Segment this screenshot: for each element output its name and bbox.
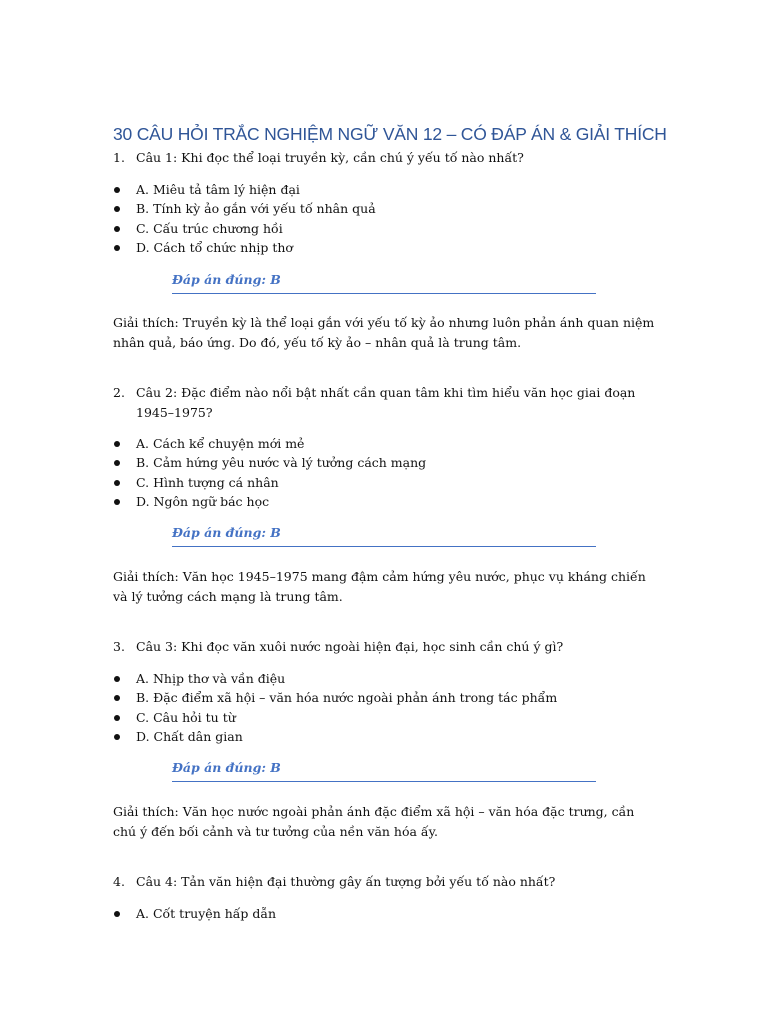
option-item — [113, 199, 653, 218]
answer-label-1: Đáp án đúng: B — [172, 272, 596, 294]
question-4 — [113, 872, 653, 892]
option-text: D. Ngôn ngữ bác học — [136, 493, 270, 509]
options-list-4 — [113, 904, 653, 923]
option-text: C. Câu hỏi tu từ — [136, 709, 236, 725]
option-item — [113, 492, 653, 511]
bullet-icon — [114, 187, 120, 193]
options-list-2 — [113, 434, 653, 511]
question-text: Câu 4: Tản văn hiện đại thường gây ấn tượng bởi yếu tố nào nhất? — [136, 874, 556, 889]
answer-label-3: Đáp án đúng: B — [172, 760, 596, 782]
question-2 — [113, 383, 653, 423]
bullet-icon — [114, 911, 120, 917]
option-item — [113, 669, 653, 688]
bullet-icon — [114, 460, 120, 466]
option-text: A. Cách kể chuyện mới mẻ — [136, 436, 305, 451]
bullet-icon — [114, 480, 120, 486]
option-text: B. Tính kỳ ảo gắn với yếu tố nhân quả — [136, 201, 376, 217]
option-item — [113, 904, 653, 923]
option-item — [113, 688, 653, 707]
bullet-icon — [114, 676, 120, 682]
option-item — [113, 434, 653, 453]
bullet-icon — [114, 206, 120, 212]
option-text: A. Cốt truyện hấp dẫn — [136, 906, 277, 921]
option-text: A. Miêu tả tâm lý hiện đại — [136, 182, 300, 197]
option-item — [113, 727, 653, 746]
bullet-icon — [114, 499, 120, 505]
question-line — [113, 872, 653, 892]
options-list-1 — [113, 180, 653, 257]
bullet-icon — [114, 734, 120, 740]
bullet-icon — [114, 695, 120, 701]
option-text: B. Đặc điểm xã hội – văn hóa nước ngoài phản ánh trong tác phẩm — [136, 690, 558, 706]
question-number: 2. — [113, 385, 125, 400]
question-number: 3. — [113, 639, 125, 654]
explanation-1: Giải thích: Truyền kỳ là thể loại gắn với yếu tố kỳ ảo nhưng luôn phản ánh quan niệm nhân quả, báo ứng. Do đó, yếu tố kỳ ảo – nhân quả là trung tâm. — [113, 315, 655, 350]
option-item — [113, 219, 653, 238]
option-text: A. Nhịp thơ và vần điệu — [136, 671, 286, 686]
bullet-icon — [114, 226, 120, 232]
question-text: Câu 2: Đặc điểm nào nổi bật nhất cần quan tâm khi tìm hiểu văn học giai đoạn 1945–1975? — [136, 385, 636, 420]
answer-label-2: Đáp án đúng: B — [172, 525, 596, 547]
option-item — [113, 238, 653, 257]
option-item — [113, 453, 653, 472]
bullet-icon — [114, 715, 120, 721]
question-line — [113, 637, 653, 657]
option-text: C. Hình tượng cá nhân — [136, 474, 279, 490]
question-text: Câu 3: Khi đọc văn xuôi nước ngoài hiện đại, học sinh cần chú ý gì? — [136, 639, 564, 654]
bullet-icon — [114, 245, 120, 251]
explanation-3: Giải thích: Văn học nước ngoài phản ánh đặc điểm xã hội – văn hóa đặc trưng, cần chú ý đến bối cảnh và tư tưởng của nền văn hóa ấy. — [113, 804, 635, 839]
explanation-2: Giải thích: Văn học 1945–1975 mang đậm cảm hứng yêu nước, phục vụ kháng chiến và lý tưởng cách mạng là trung tâm. — [113, 569, 646, 604]
options-list-3 — [113, 669, 653, 746]
question-line — [113, 383, 653, 423]
question-text: Câu 1: Khi đọc thể loại truyền kỳ, cần chú ý yếu tố nào nhất? — [136, 150, 524, 165]
option-item — [113, 708, 653, 727]
option-text: D. Chất dân gian — [136, 728, 243, 744]
option-item — [113, 473, 653, 492]
question-number: 1. — [113, 150, 125, 165]
bullet-icon — [114, 441, 120, 447]
question-number: 4. — [113, 874, 125, 889]
option-item — [113, 180, 653, 199]
option-text: B. Cảm hứng yêu nước và lý tưởng cách mạng — [136, 455, 427, 471]
question-1 — [113, 148, 653, 168]
document-title: 30 CÂU HỎI TRẮC NGHIỆM NGỮ VĂN 12 – CÓ ĐÁP ÁN & GIẢI THÍCH — [113, 124, 667, 144]
question-3 — [113, 637, 653, 657]
question-line — [113, 148, 653, 168]
option-text: D. Cách tổ chức nhịp thơ — [136, 239, 293, 255]
option-text: C. Cấu trúc chương hồi — [136, 220, 283, 236]
